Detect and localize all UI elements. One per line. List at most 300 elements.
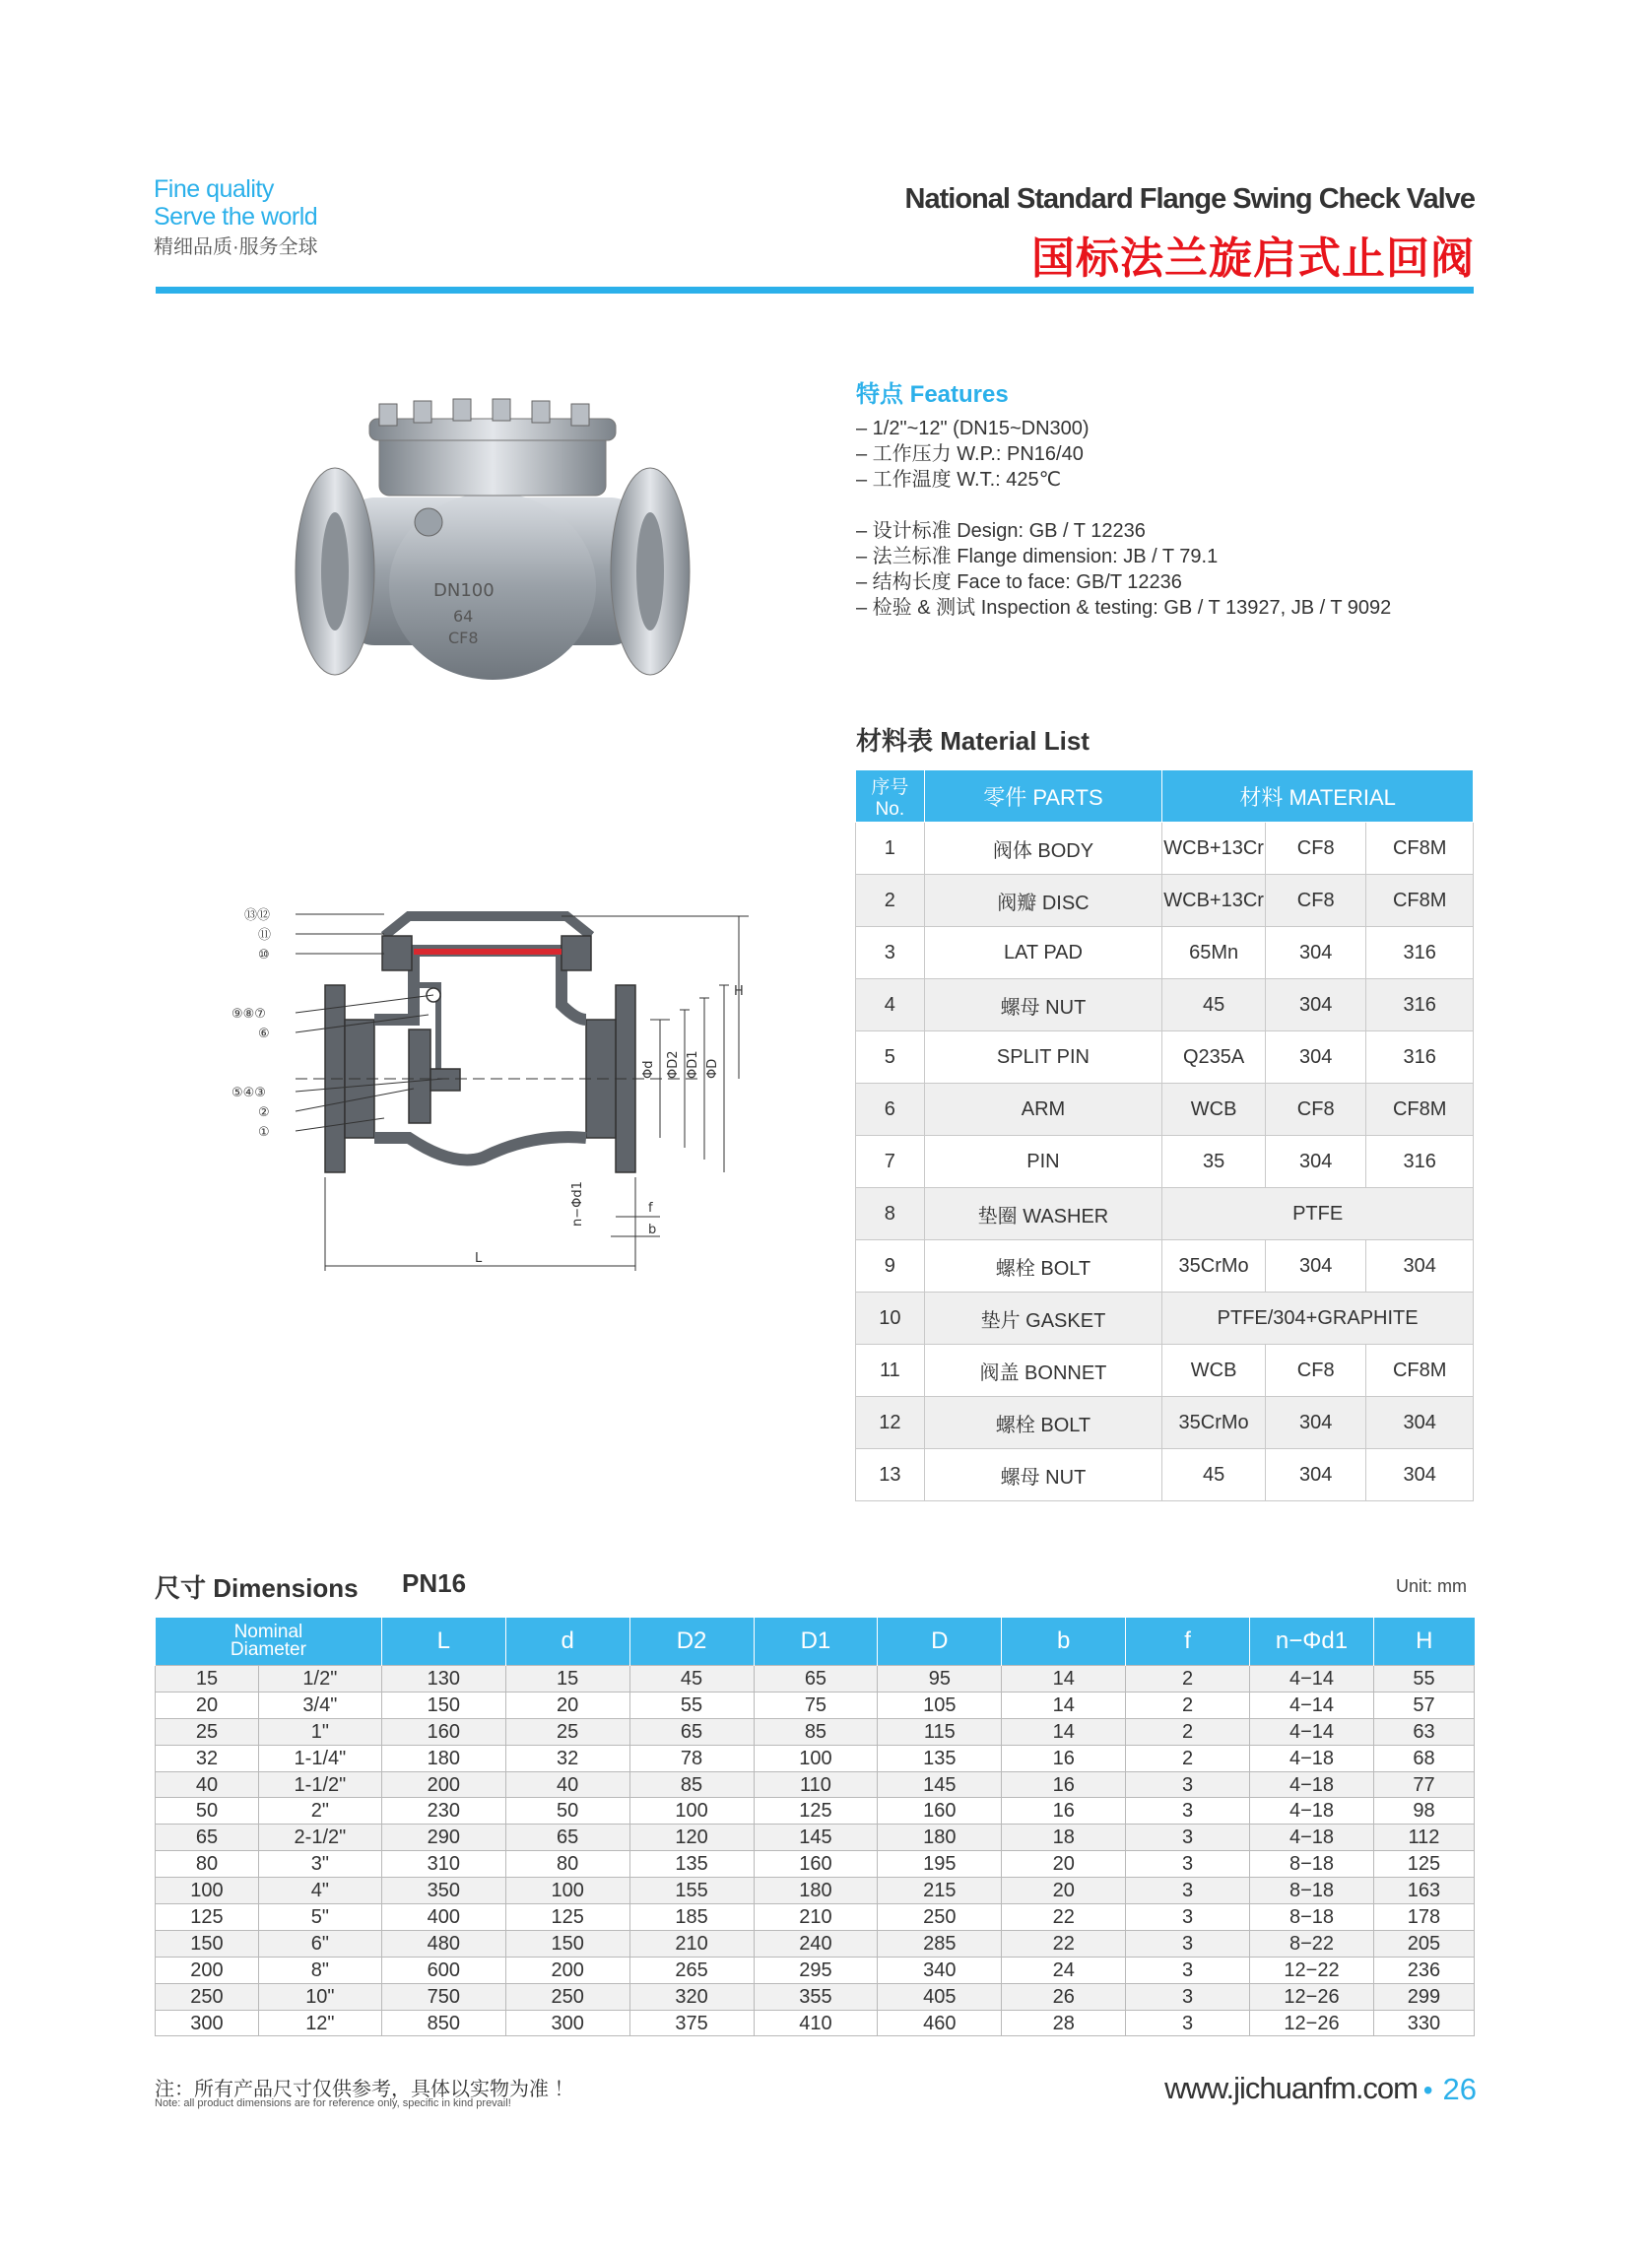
features-title: 特点 Features [856,381,1009,408]
page-number: 26 [1442,2072,1477,2106]
material-cell-cf8m: 304 [1366,1449,1474,1501]
dimensions-cell-H: 55 [1373,1666,1474,1693]
dimensions-cell-d: 300 [505,2010,629,2036]
dimensions-cell-b: 28 [1002,2010,1126,2036]
feature-item: – 工作温度 W.T.: 425℃ [856,469,1062,491]
header-d: d [505,1618,629,1666]
dimensions-cell-D2: 78 [629,1745,754,1771]
material-cell-part: 垫片 GASKET [924,1293,1162,1345]
dimensions-cell-D2: 100 [629,1798,754,1825]
material-row [856,979,1474,1031]
header-n-d1: n−Φd1 [1250,1618,1374,1666]
callout-2: ② [258,1105,270,1120]
dimensions-cell-dn: 15 [156,1666,259,1693]
dimensions-cell-d: 20 [505,1692,629,1718]
dimensions-cell-b: 26 [1002,1983,1126,2010]
dimensions-cell-b: 24 [1002,1957,1126,1983]
dimensions-cell-D1: 240 [754,1930,878,1957]
dimensions-cell-D: 460 [878,2010,1002,2036]
dimensions-cell-f: 3 [1126,1825,1250,1851]
dim-label-b: b [648,1223,657,1237]
dimensions-cell-n-d1: 12−26 [1250,2010,1374,2036]
material-row [856,1136,1474,1188]
dimensions-cell-L: 290 [381,1825,505,1851]
dimensions-cell-n-d1: 12−22 [1250,1957,1374,1983]
dimensions-cell-H: 98 [1373,1798,1474,1825]
material-cell-no: 12 [856,1397,925,1449]
dimensions-cell-b: 22 [1002,1930,1126,1957]
dimensions-cell-f: 3 [1126,1957,1250,1983]
material-row [856,927,1474,979]
header-nominal-line-2: Diameter [230,1639,306,1660]
material-cell-no: 1 [856,823,925,875]
dimensions-cell-n-d1: 4−18 [1250,1745,1374,1771]
dimensions-cell-dn: 80 [156,1851,259,1878]
dimensions-cell-D: 405 [878,1983,1002,2010]
material-cell-no: 13 [856,1449,925,1501]
material-cell-cf8: 304 [1265,979,1365,1031]
material-cell-part: 螺栓 BOLT [924,1397,1162,1449]
material-cell-wcb: 45 [1162,1449,1266,1501]
material-cell-cf8m: CF8M [1366,875,1474,927]
dimensions-cell-d: 65 [505,1825,629,1851]
dimensions-row [156,1825,1475,1851]
dimensions-cell-dn: 200 [156,1957,259,1983]
dimensions-cell-D: 135 [878,1745,1002,1771]
dimensions-cell-H: 163 [1373,1878,1474,1904]
material-cell-cf8: 304 [1265,1031,1365,1084]
feature-spacer [856,493,1391,518]
dimensions-row [156,1957,1475,1983]
dimensions-cell-dn: 300 [156,2010,259,2036]
dimensions-cell-D1: 100 [754,1745,878,1771]
dimensions-cell-D1: 125 [754,1798,878,1825]
tagline-en [154,175,317,231]
dimensions-row [156,2010,1475,2036]
dim-label-f: f [648,1201,653,1216]
dimensions-cell-D2: 265 [629,1957,754,1983]
dimensions-cell-D2: 85 [629,1771,754,1798]
dimensions-cell-D: 95 [878,1666,1002,1693]
material-row [856,1188,1474,1240]
material-row [856,1084,1474,1136]
dim-label-phi-D: ΦD [705,1058,720,1079]
dimensions-cell-D1: 355 [754,1983,878,2010]
dimensions-cell-H: 236 [1373,1957,1474,1983]
feature-item: – 检验 & 测试 Inspection & testing: GB / T 13927, JB / T 9092 [856,597,1392,619]
dimensions-cell-b: 14 [1002,1666,1126,1693]
dimensions-cell-d: 32 [505,1745,629,1771]
material-cell-part: ARM [924,1084,1162,1136]
callout-10: ⑩ [258,948,270,963]
page-number-block [1423,2072,1477,2107]
dimensions-cell-L: 130 [381,1666,505,1693]
dimensions-cell-dn: 150 [156,1930,259,1957]
dim-label-phi-d: Φd [641,1060,656,1079]
dimensions-cell-D2: 45 [629,1666,754,1693]
dimensions-table [155,1618,1475,2036]
material-cell-no: 3 [856,927,925,979]
dimensions-cell-f: 2 [1126,1718,1250,1745]
material-cell-part: 螺母 NUT [924,979,1162,1031]
dimensions-cell-inch: 3" [258,1851,381,1878]
dimensions-row [156,1798,1475,1825]
dimensions-cell-d: 200 [505,1957,629,1983]
material-row [856,1031,1474,1084]
material-row [856,1345,1474,1397]
callout-1: ① [258,1125,270,1140]
dimensions-cell-D2: 55 [629,1692,754,1718]
material-cell-cf8: 304 [1265,1449,1365,1501]
material-cell-cf8m: CF8M [1366,1345,1474,1397]
material-cell-no: 11 [856,1345,925,1397]
dimensions-cell-n-d1: 4−18 [1250,1825,1374,1851]
dimensions-cell-D1: 160 [754,1851,878,1878]
dimensions-cell-dn: 25 [156,1718,259,1745]
dimensions-cell-dn: 32 [156,1745,259,1771]
material-cell-cf8m: CF8M [1366,1084,1474,1136]
dimensions-cell-D: 285 [878,1930,1002,1957]
material-cell-cf8m: 316 [1366,1136,1474,1188]
material-cell-cf8m: 304 [1366,1397,1474,1449]
material-cell-part: 阀盖 BONNET [924,1345,1162,1397]
dimensions-cell-H: 330 [1373,2010,1474,2036]
header-D1: D1 [754,1618,878,1666]
material-cell-part: 阀体 BODY [924,823,1162,875]
material-cell-cf8m: 316 [1366,1031,1474,1084]
page-dot: • [1422,2075,1433,2105]
material-cell-wcb: WCB+13Cr [1162,875,1266,927]
material-list-title: 材料表 Material List [856,726,1090,756]
casting-mark-2: 64 [453,607,474,626]
material-cell-cf8m: 316 [1366,927,1474,979]
dimensions-cell-n-d1: 4−18 [1250,1771,1374,1798]
dimensions-row [156,1692,1475,1718]
dimensions-cell-d: 150 [505,1930,629,1957]
material-row [856,823,1474,875]
dimensions-cell-inch: 2" [258,1798,381,1825]
dimensions-cell-L: 150 [381,1692,505,1718]
material-cell-wcb: WCB+13Cr [1162,823,1266,875]
material-row [856,1449,1474,1501]
header-L: L [381,1618,505,1666]
dimensions-row [156,1718,1475,1745]
dimensions-cell-D1: 295 [754,1957,878,1983]
material-cell-material: PTFE/304+GRAPHITE [1162,1293,1474,1345]
dimensions-cell-d: 25 [505,1718,629,1745]
material-cell-no: 7 [856,1136,925,1188]
footer-note-cn: 注：所有产品尺寸仅供参考，具体以实物为准 ！ [155,2079,574,2100]
dimensions-row [156,1851,1475,1878]
dimensions-header-row [156,1618,1475,1666]
dimensions-cell-d: 100 [505,1878,629,1904]
dimensions-cell-D1: 110 [754,1771,878,1798]
dimensions-cell-f: 3 [1126,1798,1250,1825]
unit-label: Unit: mm [1396,1576,1467,1596]
dimensions-cell-H: 178 [1373,1904,1474,1931]
dimensions-cell-D1: 145 [754,1825,878,1851]
dimensions-cell-D2: 320 [629,1983,754,2010]
material-table [855,769,1474,1501]
footer-note-en: Note: all product dimensions are for reference only, specific in kind prevail! [155,2097,511,2109]
material-cell-wcb: 65Mn [1162,927,1266,979]
dimensions-cell-inch: 1-1/2" [258,1771,381,1798]
dimensions-table-body [156,1666,1475,2036]
material-row [856,1397,1474,1449]
dimensions-cell-dn: 40 [156,1771,259,1798]
dimensions-cell-L: 480 [381,1930,505,1957]
header-b: b [1002,1618,1126,1666]
dimensions-cell-n-d1: 8−18 [1250,1851,1374,1878]
dimensions-cell-D: 340 [878,1957,1002,1983]
dimensions-cell-H: 63 [1373,1718,1474,1745]
dimensions-row [156,1745,1475,1771]
dimensions-cell-L: 400 [381,1904,505,1931]
material-cell-no: 4 [856,979,925,1031]
dim-label-phi-D1: ΦD1 [686,1050,700,1079]
material-cell-wcb: 35CrMo [1162,1240,1266,1293]
header-nominal-diameter [156,1618,382,1666]
dimensions-cell-f: 3 [1126,1851,1250,1878]
material-cell-material: PTFE [1162,1188,1474,1240]
header-f: f [1126,1618,1250,1666]
material-cell-cf8: CF8 [1265,1084,1365,1136]
dimensions-cell-f: 3 [1126,1983,1250,2010]
material-cell-wcb: Q235A [1162,1031,1266,1084]
material-cell-cf8: CF8 [1265,823,1365,875]
material-row [856,875,1474,927]
dimensions-cell-f: 3 [1126,1904,1250,1931]
dimensions-cell-dn: 250 [156,1983,259,2010]
dimensions-cell-D1: 410 [754,2010,878,2036]
dimensions-cell-dn: 65 [156,1825,259,1851]
dimensions-cell-n-d1: 8−18 [1250,1878,1374,1904]
material-cell-no: 6 [856,1084,925,1136]
material-row [856,1293,1474,1345]
tagline-line-1: Fine quality [154,175,274,203]
dimensions-cell-L: 600 [381,1957,505,1983]
dimensions-cell-D: 250 [878,1904,1002,1931]
dimensions-cell-D: 145 [878,1771,1002,1798]
dimensions-cell-D: 215 [878,1878,1002,1904]
dimensions-cell-b: 14 [1002,1692,1126,1718]
dimensions-cell-dn: 50 [156,1798,259,1825]
dimensions-cell-b: 16 [1002,1798,1126,1825]
dimensions-row [156,1904,1475,1931]
dimensions-cell-d: 80 [505,1851,629,1878]
dimensions-cell-dn: 125 [156,1904,259,1931]
dimensions-cell-inch: 3/4" [258,1692,381,1718]
dimensions-cell-b: 16 [1002,1771,1126,1798]
header-H: H [1373,1618,1474,1666]
dimensions-cell-D2: 135 [629,1851,754,1878]
dimensions-row [156,1666,1475,1693]
material-cell-wcb: WCB [1162,1345,1266,1397]
dimensions-cell-D1: 85 [754,1718,878,1745]
dimensions-cell-L: 180 [381,1745,505,1771]
callout-11: ⑪ [258,928,272,943]
material-cell-cf8: 304 [1265,1397,1365,1449]
dimensions-cell-b: 16 [1002,1745,1126,1771]
material-cell-cf8: 304 [1265,1136,1365,1188]
dimensions-cell-dn: 20 [156,1692,259,1718]
casting-mark-3: CF8 [448,629,479,647]
dimensions-cell-inch: 8" [258,1957,381,1983]
casting-mark-1: DN100 [433,580,495,601]
dimensions-cell-D1: 180 [754,1878,878,1904]
dimensions-cell-L: 750 [381,1983,505,2010]
dimensions-cell-dn: 100 [156,1878,259,1904]
dimensions-cell-inch: 6" [258,1930,381,1957]
page-title-cn: 国标法兰旋启式止回阀 [1031,234,1475,283]
dimensions-cell-L: 200 [381,1771,505,1798]
material-cell-cf8m: 304 [1366,1240,1474,1293]
dimensions-cell-H: 112 [1373,1825,1474,1851]
material-header-no: 序号No. [856,770,925,823]
feature-item: – 设计标准 Design: GB / T 12236 [856,520,1146,542]
material-table-body [856,823,1474,1501]
material-cell-wcb: WCB [1162,1084,1266,1136]
dimensions-cell-n-d1: 8−18 [1250,1904,1374,1931]
dimensions-cell-D2: 375 [629,2010,754,2036]
header-nominal-line-1: Nominal [233,1622,303,1642]
features-list [856,416,1391,621]
dimensions-cell-inch: 4" [258,1878,381,1904]
dimensions-cell-H: 68 [1373,1745,1474,1771]
dimensions-cell-D: 105 [878,1692,1002,1718]
material-cell-part: 螺栓 BOLT [924,1240,1162,1293]
dimensions-cell-f: 2 [1126,1692,1250,1718]
material-cell-cf8: 304 [1265,1240,1365,1293]
page-title-en: National Standard Flange Swing Check Valve [904,183,1475,215]
material-row [856,1240,1474,1293]
dimensions-cell-D2: 185 [629,1904,754,1931]
dimensions-cell-inch: 10" [258,1983,381,2010]
feature-item: – 1/2"~12" (DN15~DN300) [856,418,1090,439]
callout-6: ⑥ [258,1027,270,1041]
dimensions-cell-inch: 2-1/2" [258,1825,381,1851]
material-cell-cf8m: CF8M [1366,823,1474,875]
product-photo [286,389,699,714]
dimensions-cell-D: 180 [878,1825,1002,1851]
dimensions-cell-L: 850 [381,2010,505,2036]
dimensions-cell-inch: 1/2" [258,1666,381,1693]
dimensions-cell-n-d1: 4−18 [1250,1798,1374,1825]
dimensions-row [156,1930,1475,1957]
dimensions-cell-d: 125 [505,1904,629,1931]
dimensions-cell-L: 230 [381,1798,505,1825]
dim-label-n-d1: n−Φd1 [570,1181,585,1227]
dimensions-cell-n-d1: 4−14 [1250,1692,1374,1718]
callout-9-8-7: ⑨⑧⑦ [231,1007,266,1022]
dimensions-cell-D2: 210 [629,1930,754,1957]
material-cell-no: 10 [856,1293,925,1345]
dimensions-cell-b: 20 [1002,1878,1126,1904]
material-header-material: 材料 MATERIAL [1162,770,1474,823]
callout-5-4-3: ⑤④③ [231,1086,266,1100]
dimensions-cell-f: 3 [1126,1930,1250,1957]
header-divider [156,287,1474,294]
dimensions-cell-H: 299 [1373,1983,1474,2010]
material-cell-part: LAT PAD [924,927,1162,979]
dimensions-cell-b: 22 [1002,1904,1126,1931]
material-cell-cf8: 304 [1265,927,1365,979]
feature-item: – 法兰标准 Flange dimension: JB / T 79.1 [856,546,1219,567]
valve-cross-section-diagram [231,892,768,1281]
dimensions-cell-D1: 75 [754,1692,878,1718]
material-cell-no: 5 [856,1031,925,1084]
tagline-line-2: Serve the world [154,203,318,231]
material-cell-part: 阀瓣 DISC [924,875,1162,927]
dimensions-title: 尺寸 Dimensions [155,1573,359,1603]
dimensions-cell-b: 20 [1002,1851,1126,1878]
dimensions-cell-f: 3 [1126,1771,1250,1798]
material-cell-wcb: 35 [1162,1136,1266,1188]
dimensions-cell-d: 40 [505,1771,629,1798]
dimensions-cell-L: 310 [381,1851,505,1878]
dimensions-cell-d: 50 [505,1798,629,1825]
dim-label-L: L [475,1251,483,1266]
dimensions-row [156,1771,1475,1798]
dimensions-cell-b: 18 [1002,1825,1126,1851]
material-cell-cf8m: 316 [1366,979,1474,1031]
dimensions-cell-inch: 12" [258,2010,381,2036]
material-cell-no: 8 [856,1188,925,1240]
dimensions-cell-H: 205 [1373,1930,1474,1957]
dimensions-cell-d: 15 [505,1666,629,1693]
dim-label-phi-D2: ΦD2 [666,1050,681,1079]
dimensions-cell-d: 250 [505,1983,629,2010]
material-cell-part: 垫圈 WASHER [924,1188,1162,1240]
material-cell-wcb: 45 [1162,979,1266,1031]
dimensions-cell-H: 57 [1373,1692,1474,1718]
dimensions-cell-D2: 120 [629,1825,754,1851]
dimensions-cell-n-d1: 12−26 [1250,1983,1374,2010]
material-cell-part: PIN [924,1136,1162,1188]
dimensions-cell-D2: 155 [629,1878,754,1904]
material-cell-wcb: 35CrMo [1162,1397,1266,1449]
dimensions-cell-D: 160 [878,1798,1002,1825]
website-link[interactable]: www.jichuanfm.com [1164,2071,1418,2105]
material-header-parts: 零件 PARTS [924,770,1162,823]
dim-label-H: H [734,984,744,999]
dimensions-cell-L: 350 [381,1878,505,1904]
dimensions-cell-inch: 1" [258,1718,381,1745]
dimensions-cell-n-d1: 4−14 [1250,1666,1374,1693]
feature-item: – 工作压力 W.P.: PN16/40 [856,443,1084,465]
material-cell-cf8: CF8 [1265,1345,1365,1397]
material-cell-part: 螺母 NUT [924,1449,1162,1501]
dimensions-cell-D1: 210 [754,1904,878,1931]
dimensions-cell-n-d1: 4−14 [1250,1718,1374,1745]
feature-item: – 结构长度 Face to face: GB/T 12236 [856,571,1182,593]
dimensions-cell-H: 125 [1373,1851,1474,1878]
dimensions-cell-inch: 1-1/4" [258,1745,381,1771]
header-D2: D2 [629,1618,754,1666]
pressure-rating: PN16 [402,1568,467,1598]
material-cell-no: 2 [856,875,925,927]
dimensions-cell-f: 2 [1126,1666,1250,1693]
dimensions-cell-D1: 65 [754,1666,878,1693]
dimensions-cell-D2: 65 [629,1718,754,1745]
tagline-cn: 精细品质·服务全球 [154,236,318,258]
dimensions-row [156,1878,1475,1904]
material-cell-cf8: CF8 [1265,875,1365,927]
dimensions-cell-H: 77 [1373,1771,1474,1798]
dimensions-cell-D: 195 [878,1851,1002,1878]
dimensions-row [156,1983,1475,2010]
material-cell-part: SPLIT PIN [924,1031,1162,1084]
